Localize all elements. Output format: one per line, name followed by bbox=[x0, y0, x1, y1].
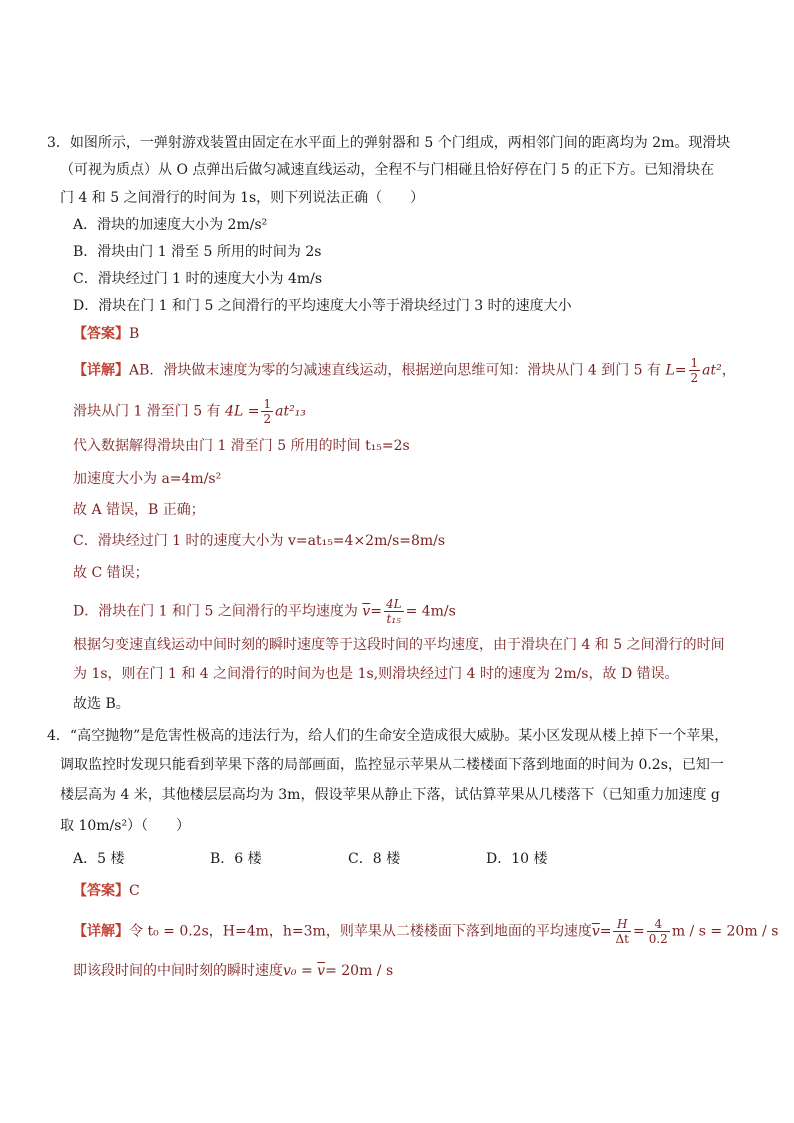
q3-detail-line11: 故选 B。 bbox=[73, 696, 130, 712]
q3-stem-line2: （可视为质点）从 O 点弹出后做匀减速直线运动，全程不与门相碰且恰好停在门 5 的正下方。已知滑块在 bbox=[60, 162, 715, 178]
q3-detail-line3: 代入数据解得滑块由门 1 滑至门 5 所用的时间 t₁₅=2s bbox=[73, 438, 410, 454]
q3-option-b: B．滑块由门 1 滑至 5 所用的时间为 2s bbox=[73, 244, 322, 260]
q4-stem-line4: 取 10m/s²）（ ） bbox=[60, 818, 191, 834]
q4-answer-tag: 【答案】 bbox=[73, 883, 129, 899]
q3-fraction-half-2: $\frac{1}{2}$ bbox=[263, 397, 272, 426]
q3-option-d: D．滑块在门 1 和门 5 之间滑行的平均速度大小等于滑块经过门 3 时的速度大小 bbox=[73, 298, 572, 314]
q3-detail-line5: 故 A 错误，B 正确； bbox=[73, 502, 205, 518]
q4-option-c: C．8 楼 bbox=[348, 851, 401, 867]
q4-option-b: B．6 楼 bbox=[210, 851, 262, 867]
q3-detail-line9: 根据匀变速直线运动中间时刻的瞬时速度等于这段时间的平均速度，由于滑块在门 4 和 5 之间滑行的时间 bbox=[73, 637, 725, 653]
q3-stem-line3: 门 4 和 5 之间滑行的时间为 1s，则下列说法正确（ ） bbox=[60, 190, 425, 206]
q3-detail-line2: 滑块从门 1 滑至门 5 有 4L = $\frac{1}{2}$ at²₁₃ bbox=[73, 397, 306, 426]
q4-answer-value: C bbox=[129, 883, 140, 899]
q3-number: 3． bbox=[47, 135, 70, 151]
q3-answer-tag: 【答案】 bbox=[73, 326, 129, 342]
q4-detail-tag: 【详解】 bbox=[73, 923, 129, 940]
q4-option-a: A．5 楼 bbox=[73, 851, 125, 867]
q3-answer-value: B bbox=[129, 326, 140, 342]
q3-option-a: A．滑块的加速度大小为 2m/s² bbox=[73, 217, 268, 233]
q3-fraction-half: $\frac{1}{2}$ bbox=[690, 356, 699, 385]
q4-option-d: D．10 楼 bbox=[486, 851, 548, 867]
q3-detail-line7: 故 C 错误； bbox=[73, 565, 149, 581]
q3-detail-tag: 【详解】 bbox=[73, 362, 129, 379]
q3-answer bbox=[73, 324, 139, 344]
q4-number: 4． bbox=[47, 728, 70, 744]
q3-option-c: C．滑块经过门 1 时的速度大小为 4m/s bbox=[73, 271, 323, 287]
q4-answer bbox=[73, 881, 140, 901]
q4-stem-line3: 楼层高为 4 米，其他楼层层高均为 3m，假设苹果从静止下落，试估算苹果从几楼落下（已知重力加速度 g bbox=[60, 787, 720, 803]
q3-detail-line1: 【详解】AB．滑块做末速度为零的匀减速直线运动，根据逆向思维可知：滑块从门 4 到门 5 有 L= $\frac{1}{2}$ at²， bbox=[73, 356, 736, 385]
q4-detail-line1: 【详解】令 t₀ = 0.2s，H=4m，h=3m，则苹果从二楼楼面下落到地面的平均速度$\overline{v}=$ $\frac{H}{\Delta t}$ = $\frac{4}{0.2}$ m / s = 20m / s bbox=[73, 917, 779, 946]
q4-stem-line2: 调取监控时发现只能看到苹果下落的局部画面，监控显示苹果从二楼楼面下落到地面的时间为 0.2s，已知一 bbox=[60, 757, 724, 773]
q3-stem-line1: 3．如图所示，一弹射游戏装置由固定在水平面上的弹射器和 5 个门组成，两相邻门间的距离均为 2m。现滑块 bbox=[47, 135, 731, 151]
q3-detail-line10: 为 1s，则在门 1 和 4 之间滑行的时间为也是 1s,则滑块经过门 4 时的速度为 2m/s，故 D 错误。 bbox=[73, 666, 679, 682]
q4-detail-line2: 即该段时间的中间时刻的瞬时速度$v_0 = \overline{v}= 20m / s$ bbox=[73, 963, 394, 979]
q3-fraction-avg-speed: $\frac{4L}{\text{t₁₅}}$ bbox=[385, 597, 402, 626]
q4-fraction-h-dt: $\frac{H}{\Delta t}$ bbox=[615, 917, 629, 946]
q4-fraction-4-02: $\frac{4}{0.2}$ bbox=[648, 917, 668, 946]
q3-detail-line6: C．滑块经过门 1 时的速度大小为 v=at₁₅=4×2m/s=8m/s bbox=[73, 533, 446, 549]
q3-detail-line8: D．滑块在门 1 和门 5 之间滑行的平均速度为 $\overline{v}=$ $\frac{4L}{\text{t₁₅}}$ = 4m/s bbox=[73, 597, 456, 626]
q4-stem-line1: 4．“高空抛物”是危害性极高的违法行为，给人们的生命安全造成很大威胁。某小区发现从楼上掉下一个苹果， bbox=[47, 728, 729, 744]
q3-detail-line4: 加速度大小为 a=4m/s² bbox=[73, 471, 222, 487]
